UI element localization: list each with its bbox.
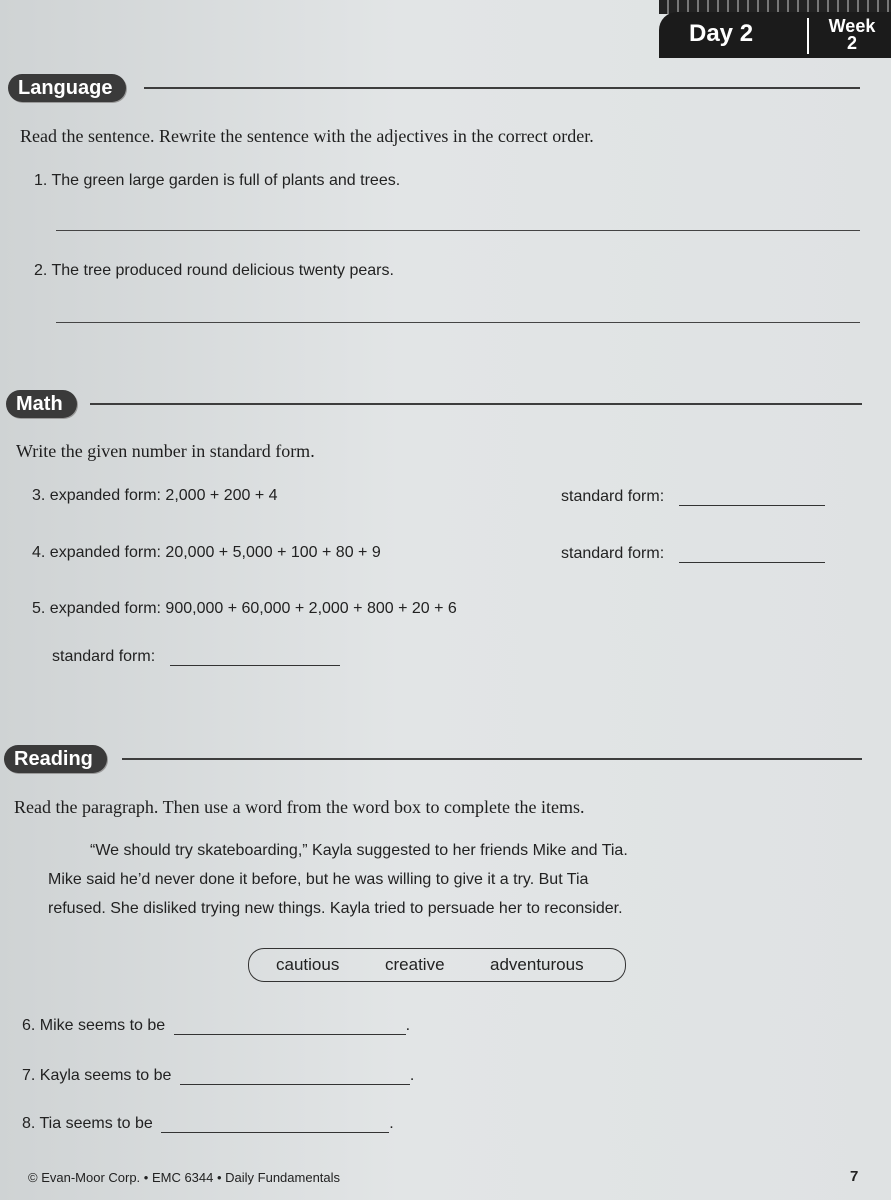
sentence-end: .	[389, 1115, 394, 1132]
math-section-header	[6, 390, 862, 418]
question-text: Mike seems to be	[39, 1017, 166, 1034]
question-number: 4.	[32, 544, 46, 561]
section-divider	[122, 758, 862, 760]
reading-title: Reading	[4, 745, 107, 773]
standard-form-3	[561, 488, 825, 506]
language-instruction: Read the sentence. Rewrite the sentence with the adjectives in the correct order.	[20, 126, 594, 146]
question-text: The tree produced round delicious twenty pears.	[51, 262, 394, 279]
answer-label: standard form:	[561, 488, 665, 505]
answer-blank[interactable]	[174, 1018, 406, 1035]
question-text: Tia seems to be	[39, 1115, 153, 1132]
section-divider	[144, 87, 860, 89]
footer-credit: © Evan-Moor Corp. • EMC 6344 • Daily Fundamentals	[28, 1170, 341, 1185]
question-1	[34, 172, 400, 190]
sentence-end: .	[409, 1067, 415, 1084]
question-number: 5.	[32, 600, 46, 617]
question-2	[34, 262, 394, 280]
question-number: 8.	[22, 1115, 36, 1132]
question-number: 1.	[34, 172, 48, 189]
math-instruction: Write the given number in standard form.	[16, 441, 315, 461]
word-box-word: cautious	[276, 955, 340, 974]
answer-blank[interactable]	[679, 546, 825, 563]
question-5	[32, 600, 457, 618]
question-7	[22, 1067, 414, 1085]
week-number: 2	[846, 33, 857, 53]
answer-label: standard form:	[52, 648, 156, 665]
answer-blank[interactable]	[180, 1068, 410, 1085]
question-text: expanded form: 2,000 + 200 + 4	[49, 487, 278, 504]
question-text: expanded form: 900,000 + 60,000 + 2,000 + 800 + 20 + 6	[49, 600, 457, 617]
question-6	[22, 1017, 410, 1035]
sentence-end: .	[405, 1017, 411, 1034]
language-section-header	[8, 74, 860, 102]
paragraph-line: refused. She disliked trying new things. Kayla tried to persuade her to reconsider.	[48, 900, 623, 917]
question-number: 6.	[22, 1017, 36, 1034]
answer-label: standard form:	[561, 545, 665, 562]
reading-section-header	[4, 745, 862, 773]
paragraph-line: Mike said he’d never done it before, but he was willing to give it a try. But Tia	[48, 871, 589, 888]
question-4	[32, 544, 381, 562]
paragraph-line: “We should try skateboarding,” Kayla suggested to her friends Mike and Tia.	[90, 842, 628, 859]
week-word: Week	[828, 16, 876, 36]
reading-instruction: Read the paragraph. Then use a word from the word box to complete the items.	[14, 797, 585, 817]
question-text: Kayla seems to be	[39, 1067, 172, 1084]
answer-line-2[interactable]	[56, 322, 860, 323]
question-number: 7.	[22, 1067, 36, 1084]
answer-blank[interactable]	[679, 489, 825, 506]
standard-form-5	[52, 648, 340, 666]
question-number: 2.	[34, 262, 48, 279]
day-week-tab	[659, 0, 891, 58]
question-8	[22, 1115, 394, 1133]
math-title: Math	[6, 390, 77, 418]
answer-blank[interactable]	[170, 649, 340, 666]
header-tab-body	[659, 12, 891, 58]
page-number: 7	[850, 1168, 859, 1185]
standard-form-4	[561, 545, 825, 563]
section-divider	[90, 403, 862, 405]
word-box	[248, 948, 626, 982]
word-box-word: adventurous	[490, 955, 584, 974]
reading-paragraph	[48, 836, 748, 923]
word-box-word: creative	[385, 955, 445, 974]
question-3	[32, 487, 278, 505]
week-label	[819, 18, 885, 52]
answer-line-1[interactable]	[56, 230, 860, 231]
header-divider	[807, 18, 809, 54]
day-label: Day 2	[689, 20, 754, 47]
question-text: expanded form: 20,000 + 5,000 + 100 + 80 + 9	[49, 544, 381, 561]
question-number: 3.	[32, 487, 46, 504]
language-title: Language	[8, 74, 126, 102]
question-text: The green large garden is full of plants and trees.	[51, 172, 401, 189]
answer-blank[interactable]	[161, 1116, 389, 1133]
